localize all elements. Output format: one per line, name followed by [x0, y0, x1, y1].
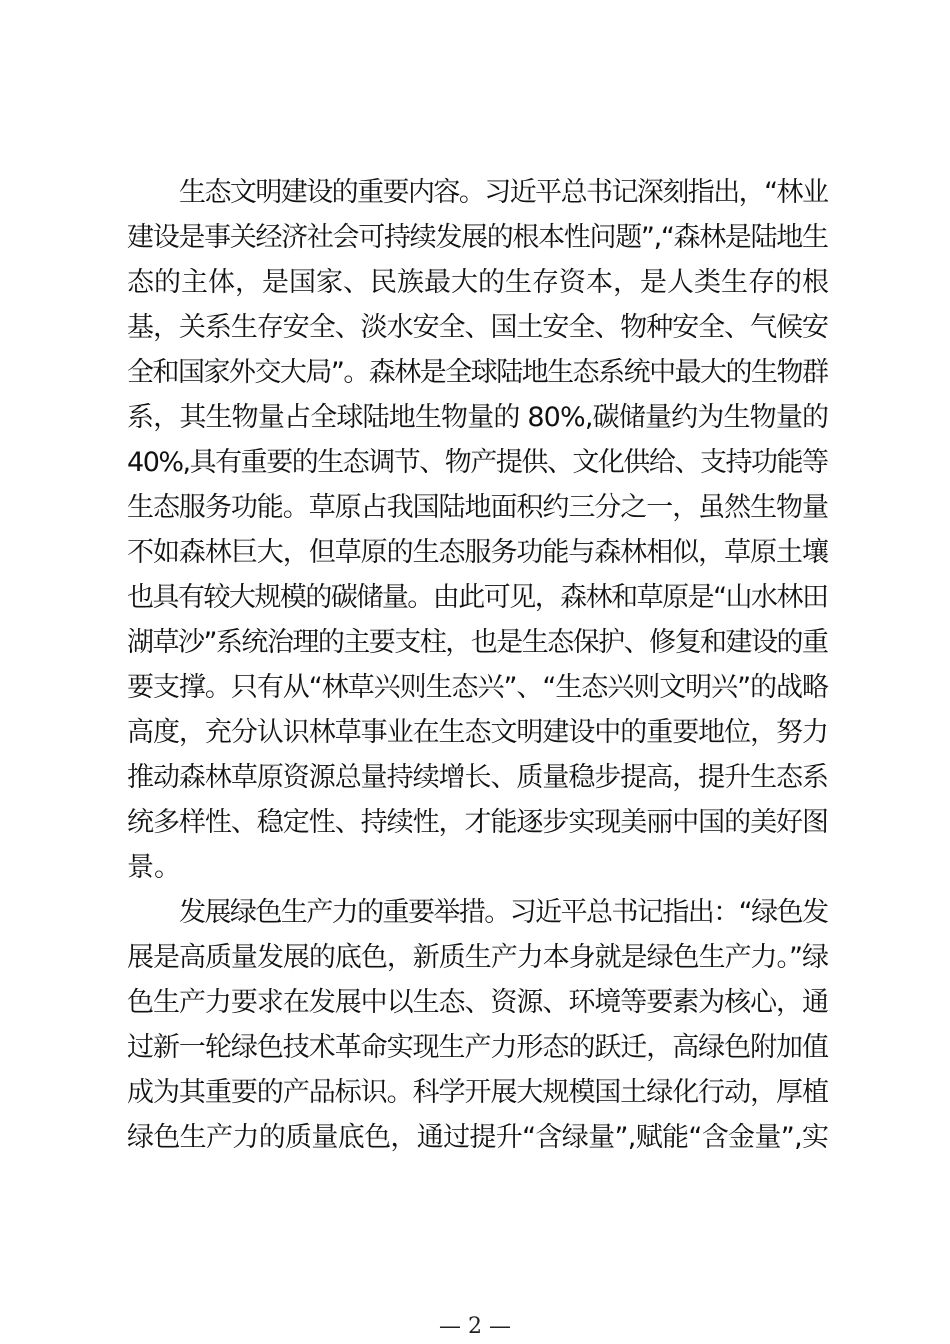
text-line: 也具有较大规模的碳储量。由此可见，森林和草原是“山水林田	[127, 582, 828, 613]
text-line: 推动森林草原资源总量持续增长、质量稳步提高，提升生态系	[127, 762, 828, 793]
text-line: 景。	[127, 852, 181, 883]
text-line: 系，其生物量占全球陆地生物量的 80%,碳储量约为生物量的	[127, 402, 829, 433]
text-line: 态的主体，是国家、民族最大的生存资本，是人类生存的根	[127, 267, 829, 298]
text-line: 成为其重要的产品标识。科学开展大规模国土绿化行动，厚植	[127, 1077, 828, 1108]
text-line: 不如森林巨大，但草原的生态服务功能与森林相似，草原土壤	[127, 537, 828, 568]
text-line: 生态服务功能。草原占我国陆地面积约三分之一，虽然生物量	[127, 492, 828, 523]
text-line: 过新一轮绿色技术革命实现生产力形态的跃迁，高绿色附加值	[127, 1032, 828, 1063]
text-line: 40%,具有重要的生态调节、物产提供、文化供给、支持功能等	[127, 447, 828, 478]
text-line: 要支撑。只有从“林草兴则生态兴”、“生态兴则文明兴”的战略	[127, 672, 828, 703]
page-number: — 2 —	[439, 1314, 511, 1339]
text-line: 绿色生产力的质量底色，通过提升“含绿量”,赋能“含金量”,实	[127, 1122, 829, 1153]
text-line: 生态文明建设的重要内容。习近平总书记深刻指出，“林业	[179, 177, 828, 208]
text-line: 全和国家外交大局”。森林是全球陆地生态系统中最大的生物群	[127, 357, 828, 388]
text-line: 展是高质量发展的底色，新质生产力本身就是绿色生产力。”绿	[127, 942, 828, 973]
text-line: 色生产力要求在发展中以生态、资源、环境等要素为核心，通	[127, 987, 828, 1018]
text-line: 发展绿色生产力的重要举措。习近平总书记指出：“绿色发	[179, 897, 828, 928]
text-line: 基，关系生存安全、淡水安全、国土安全、物种安全、气候安	[127, 312, 828, 343]
text-line: 统多样性、稳定性、持续性，才能逐步实现美丽中国的美好图	[127, 807, 828, 838]
text-line: 湖草沙”系统治理的主要支柱，也是生态保护、修复和建设的重	[127, 627, 828, 658]
text-line: 建设是事关经济社会可持续发展的根本性问题”,“森林是陆地生	[127, 222, 828, 253]
text-line: 高度，充分认识林草事业在生态文明建设中的重要地位，努力	[127, 717, 828, 748]
